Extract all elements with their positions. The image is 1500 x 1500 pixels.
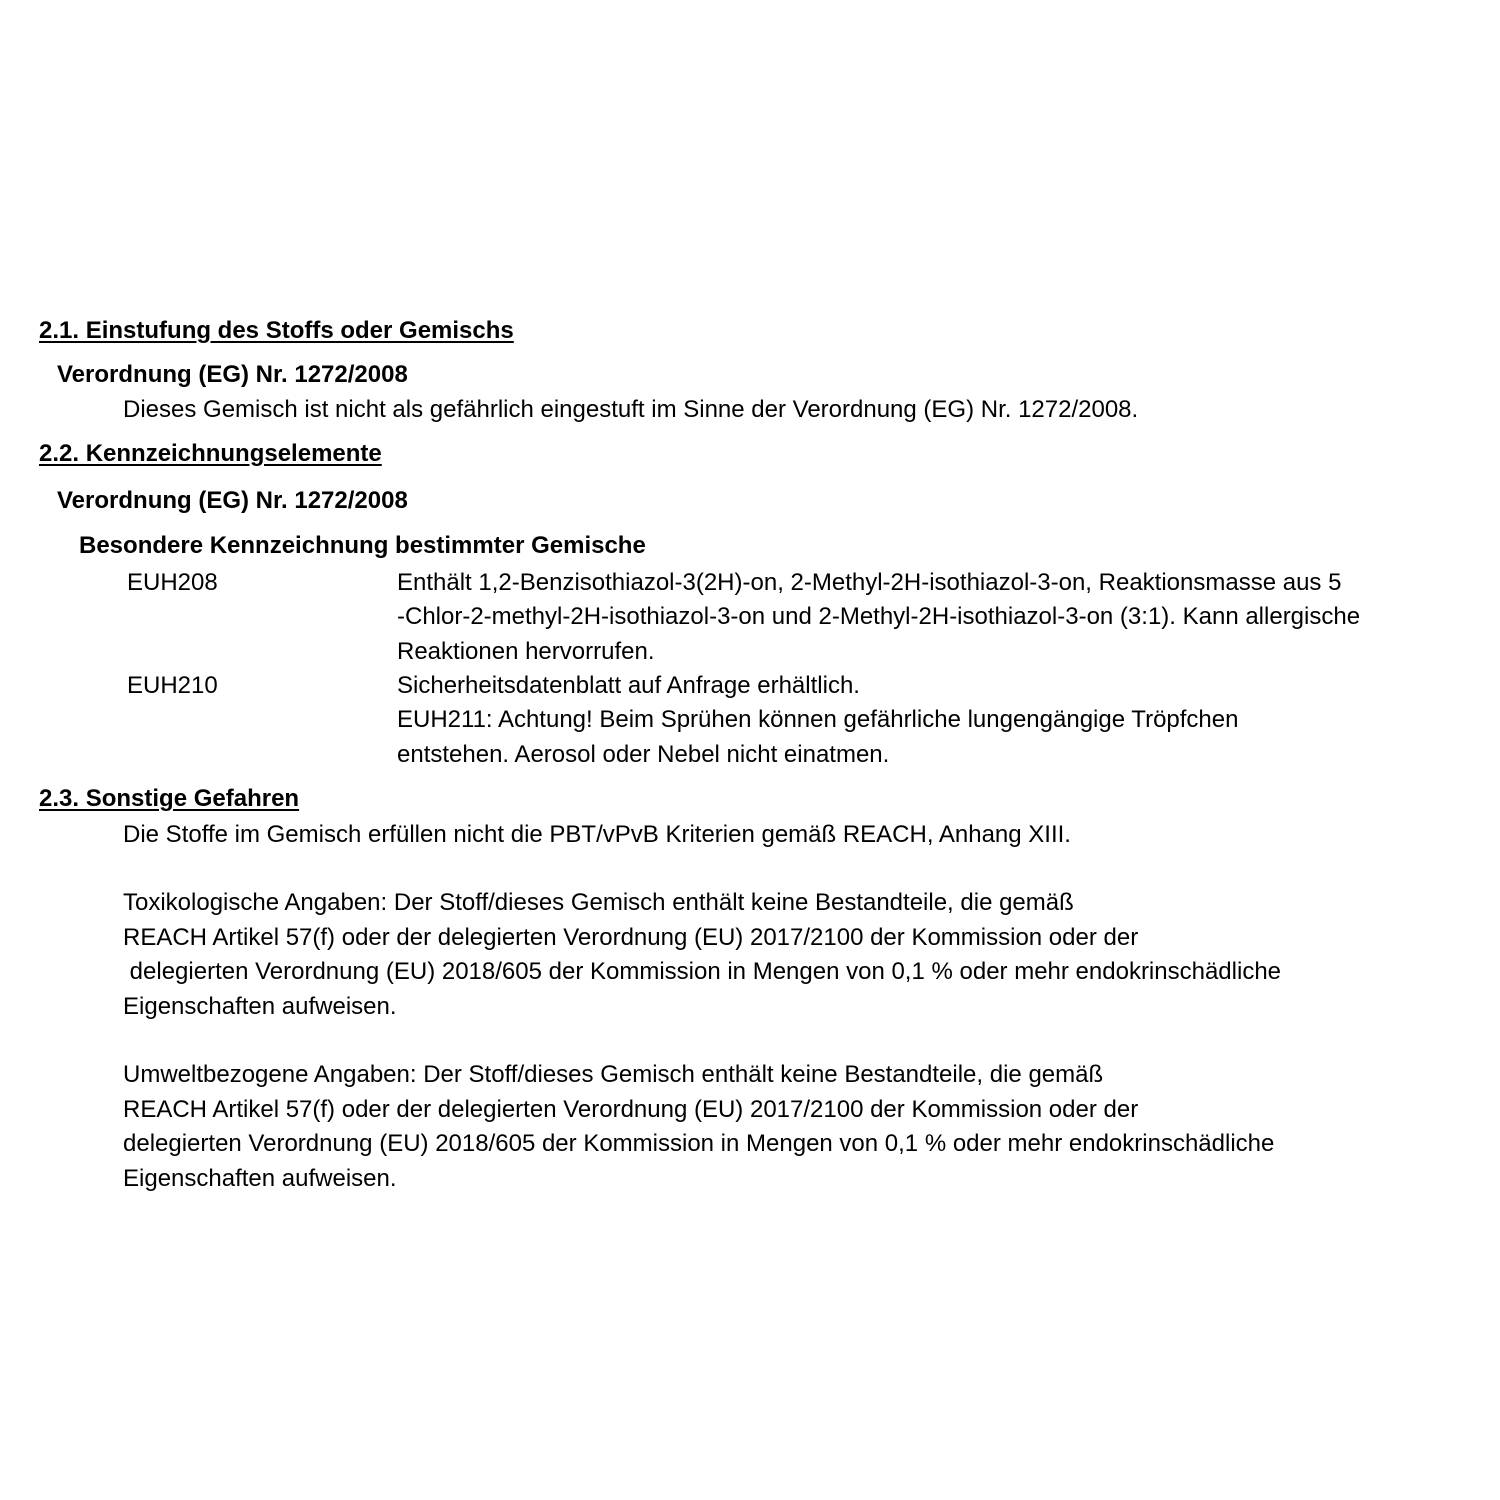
environmental-line: Umweltbezogene Angaben: Der Stoff/dieses Gemisch enthält keine Bestandteile, die gemäß (123, 1061, 1104, 1088)
environmental-line: delegierten Verordnung (EU) 2018/605 der Kommission in Mengen von 0,1 % oder mehr endokrinschädliche (123, 1130, 1275, 1157)
hazard-text-line: Enthält 1,2-Benzisothiazol-3(2H)-on, 2-Methyl-2H-isothiazol-3-on, Reaktionsmasse aus 5 (397, 569, 1342, 596)
section-heading-2-3: 2.3. Sonstige Gefahren (39, 785, 300, 812)
toxicological-line: delegierten Verordnung (EU) 2018/605 der Kommission in Mengen von 0,1 % oder mehr endokrinschädliche (123, 958, 1282, 985)
section-subsubheading-2-2: Besondere Kennzeichnung bestimmter Gemische (79, 532, 646, 559)
pbt-paragraph: Die Stoffe im Gemisch erfüllen nicht die PBT/vPvB Kriterien gemäß REACH, Anhang XIII. (123, 821, 1071, 848)
environmental-line: Eigenschaften aufweisen. (123, 1165, 397, 1192)
section-heading-2-2: 2.2. Kennzeichnungselemente (39, 440, 382, 467)
hazard-text-line: EUH211: Achtung! Beim Sprühen können gefährliche lungengängige Tröpfchen (397, 706, 1239, 733)
environmental-line: REACH Artikel 57(f) oder der delegierten Verordnung (EU) 2017/2100 der Kommission oder der (123, 1096, 1139, 1123)
section-subheading-2-1: Verordnung (EG) Nr. 1272/2008 (57, 361, 408, 388)
hazard-text-line: Sicherheitsdatenblatt auf Anfrage erhältlich. (397, 672, 860, 699)
hazard-text-line: entstehen. Aerosol oder Nebel nicht einatmen. (397, 741, 890, 768)
hazard-code-euh210: EUH210 (127, 672, 218, 699)
section-subheading-2-2: Verordnung (EG) Nr. 1272/2008 (57, 487, 408, 514)
hazard-text-line: Reaktionen hervorrufen. (397, 638, 655, 665)
section-text-2-1: Dieses Gemisch ist nicht als gefährlich eingestuft im Sinne der Verordnung (EG) Nr. 1272/2008. (123, 396, 1139, 423)
toxicological-line: Toxikologische Angaben: Der Stoff/dieses Gemisch enthält keine Bestandteile, die gemäß (123, 889, 1074, 916)
hazard-text-line: -Chlor-2-methyl-2H-isothiazol-3-on und 2-Methyl-2H-isothiazol-3-on (3:1). Kann allergische (397, 603, 1361, 630)
section-heading-2-1: 2.1. Einstufung des Stoffs oder Gemischs (39, 317, 514, 344)
hazard-code-euh208: EUH208 (127, 569, 218, 596)
toxicological-line: Eigenschaften aufweisen. (123, 993, 397, 1020)
toxicological-line: REACH Artikel 57(f) oder der delegierten Verordnung (EU) 2017/2100 der Kommission oder der (123, 924, 1139, 951)
